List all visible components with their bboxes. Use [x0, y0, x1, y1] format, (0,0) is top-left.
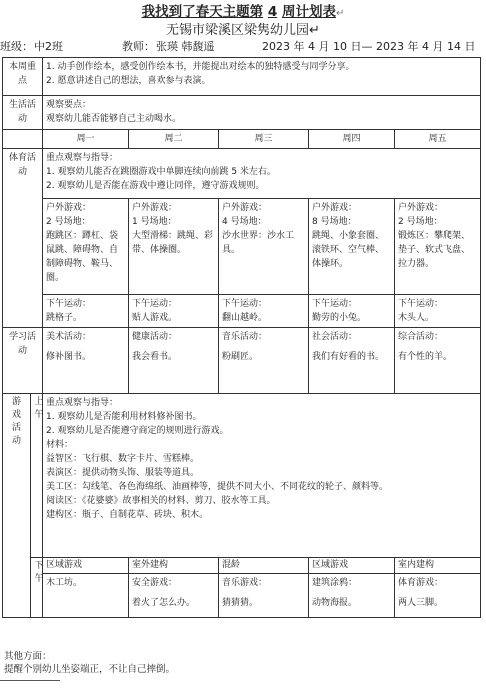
afternoon-sport-cell: 下午运动： 贴人游戏。 [129, 295, 219, 328]
materials-title: 材料： [46, 440, 74, 450]
learning-cell: 音乐活动： 粉刷匠。 [219, 328, 309, 394]
games-focus-line: 2. 观察幼儿是否能遵守商定的规则进行游戏。 [46, 426, 229, 436]
paragraph-mark: ↵ [335, 8, 345, 19]
date-range: 2023 年 4 月 10 日— 2023 年 4 月 14 日 [262, 40, 476, 53]
day-header-row [3, 130, 481, 149]
goals-label: 本周重点 [3, 58, 43, 96]
sports-label: 体育活动 [3, 149, 43, 328]
day-thursday: 周四 [309, 130, 395, 149]
other-notes-content: 提醒个别幼儿坐姿端正，不让自己摔倒。 [4, 664, 176, 675]
kindergarten-text: 无锡市梁溪区梁隽幼儿园 [166, 23, 310, 38]
sports-focus-line: 1. 观察幼儿能否在跳圈游戏中单脚连续向前跳 5 米左右。 [46, 167, 276, 177]
other-notes [4, 650, 480, 676]
kindergarten-name [0, 22, 486, 39]
games-pm-title: 混龄 [219, 558, 309, 574]
games-focus-title: 重点观察与指导： [46, 398, 119, 408]
games-pm-title: 室外建构 [129, 558, 219, 574]
other-notes-label: 其他方面： [4, 651, 52, 662]
games-pm-row [3, 574, 481, 618]
games-pm-cell: 建筑涂鸦： 动物海报。 [309, 574, 395, 618]
outdoor-cell: 户外游戏： 1 号场地： 大型滑梯：跳绳、彩带、体操圈。 [129, 199, 219, 295]
games-am-label: 上午 [31, 394, 43, 558]
sports-focus-line: 2. 观察幼儿是否能在游戏中遵让同伴，遵守游戏规则。 [46, 181, 265, 191]
sports-outdoor-row [3, 199, 481, 295]
games-pm-title: 区域游戏 [43, 558, 129, 574]
materials-line: 阅读区：《花婆婆》故事相关的材料、剪刀、胶水等工具。 [46, 496, 276, 506]
title-text: 我找到了春天主题第 [141, 4, 264, 20]
games-pm-label: 下午 [31, 558, 43, 618]
materials-line: 益智区：飞行棋、数字卡片、雪糕棒。 [46, 454, 200, 464]
afternoon-sport-cell: 下午运动： 跳格子。 [43, 295, 129, 328]
games-focus-line: 1. 观察幼儿是否能利用材料修补图书。 [46, 412, 202, 422]
paragraph-mark: ↵ [309, 23, 320, 38]
games-pm-title: 区域游戏 [309, 558, 395, 574]
life-row [3, 96, 481, 130]
outdoor-cell: 户外游戏： 4 号场地： 沙水世界：沙水工具。 [219, 199, 309, 295]
day-tuesday: 周二 [129, 130, 219, 149]
outdoor-cell: 户外游戏： 8 号场地： 跳绳、小象套圈、滚铁环、空气棒、体操环。 [309, 199, 395, 295]
week-number: 4 [267, 4, 278, 20]
day-friday: 周五 [395, 130, 481, 149]
life-line: 观察要点： [46, 100, 92, 110]
learning-cell: 综合活动： 有个性的羊。 [395, 328, 481, 394]
goals-content [43, 58, 481, 96]
afternoon-sport-cell: 下午运动： 翻山越岭。 [219, 295, 309, 328]
sports-focus-title: 重点观察与指导： [46, 153, 119, 163]
life-label: 生活活动 [3, 96, 43, 130]
sports-focus-row [3, 149, 481, 199]
class-label: 班级： [0, 40, 33, 53]
games-pm-title: 室内建构 [395, 558, 481, 574]
sports-focus [43, 149, 481, 199]
teacher-label: 教师： [122, 40, 155, 53]
day-monday: 周一 [43, 130, 129, 149]
games-pm-cell: 安全游戏： 着火了怎么办。 [129, 574, 219, 618]
goal-line: 1. 动手创作绘本，感受创作绘本书，并能提出对绘本的独特感受与同学分享。 [46, 62, 355, 72]
games-pm-cell: 木工坊。 [43, 574, 129, 618]
learning-cell: 社会活动： 我们有好看的书。 [309, 328, 395, 394]
info-row [0, 40, 486, 54]
games-am-row [3, 394, 481, 558]
materials-line: 美工区：勾线笔、各色海绵纸、油画棒等，提供不同大小、不同花纹的轮子、颜料等。 [46, 482, 389, 492]
outdoor-cell: 户外游戏： 2 号场地： 跑跳区：蹲杠、袋鼠跳、障碍物、自制障碍物、鞍马、圈。 [43, 199, 129, 295]
weekly-plan-table [2, 57, 481, 618]
materials-line: 表演区：提供动物头饰、服装等道具。 [46, 468, 200, 478]
life-line: 观察幼儿能否能够自己主动喝水。 [46, 114, 182, 124]
goal-line: 2. 愿意讲述自己的想法，喜欢参与表演。 [46, 76, 211, 86]
day-header-corner [3, 130, 43, 149]
plan-title [0, 4, 486, 22]
games-pm-cell: 体育游戏： 两人三脚。 [395, 574, 481, 618]
learning-row [3, 328, 481, 394]
games-am-content [43, 394, 481, 558]
day-wednesday: 周三 [219, 130, 309, 149]
afternoon-sport-cell: 下午运动： 木头人。 [395, 295, 481, 328]
sports-afternoon-row [3, 295, 481, 328]
life-content [43, 96, 481, 130]
games-label: 游戏活动 [3, 394, 31, 618]
learning-cell: 美术活动： 修补图书。 [43, 328, 129, 394]
class-value: 中2班 [34, 40, 63, 53]
goals-row [3, 58, 481, 96]
materials-line: 建构区：瓶子、自制花草、砖块、积木。 [46, 510, 209, 520]
afternoon-sport-cell: 下午运动： 勤劳的小兔。 [309, 295, 395, 328]
learning-label: 学习活动 [3, 328, 43, 394]
learning-cell: 健康活动： 我会看书。 [129, 328, 219, 394]
title-tail: 周计划表 [281, 4, 336, 20]
outdoor-cell: 户外游戏： 2 号场地： 锻炼区：攀爬架、垫子、软式飞盘、拉力器。 [395, 199, 481, 295]
page-bottom-line [0, 680, 60, 689]
teacher-value: 张瑛 韩馥遥 [156, 40, 215, 53]
games-pm-title-row [3, 558, 481, 574]
games-pm-cell: 音乐游戏： 猜猜猜。 [219, 574, 309, 618]
